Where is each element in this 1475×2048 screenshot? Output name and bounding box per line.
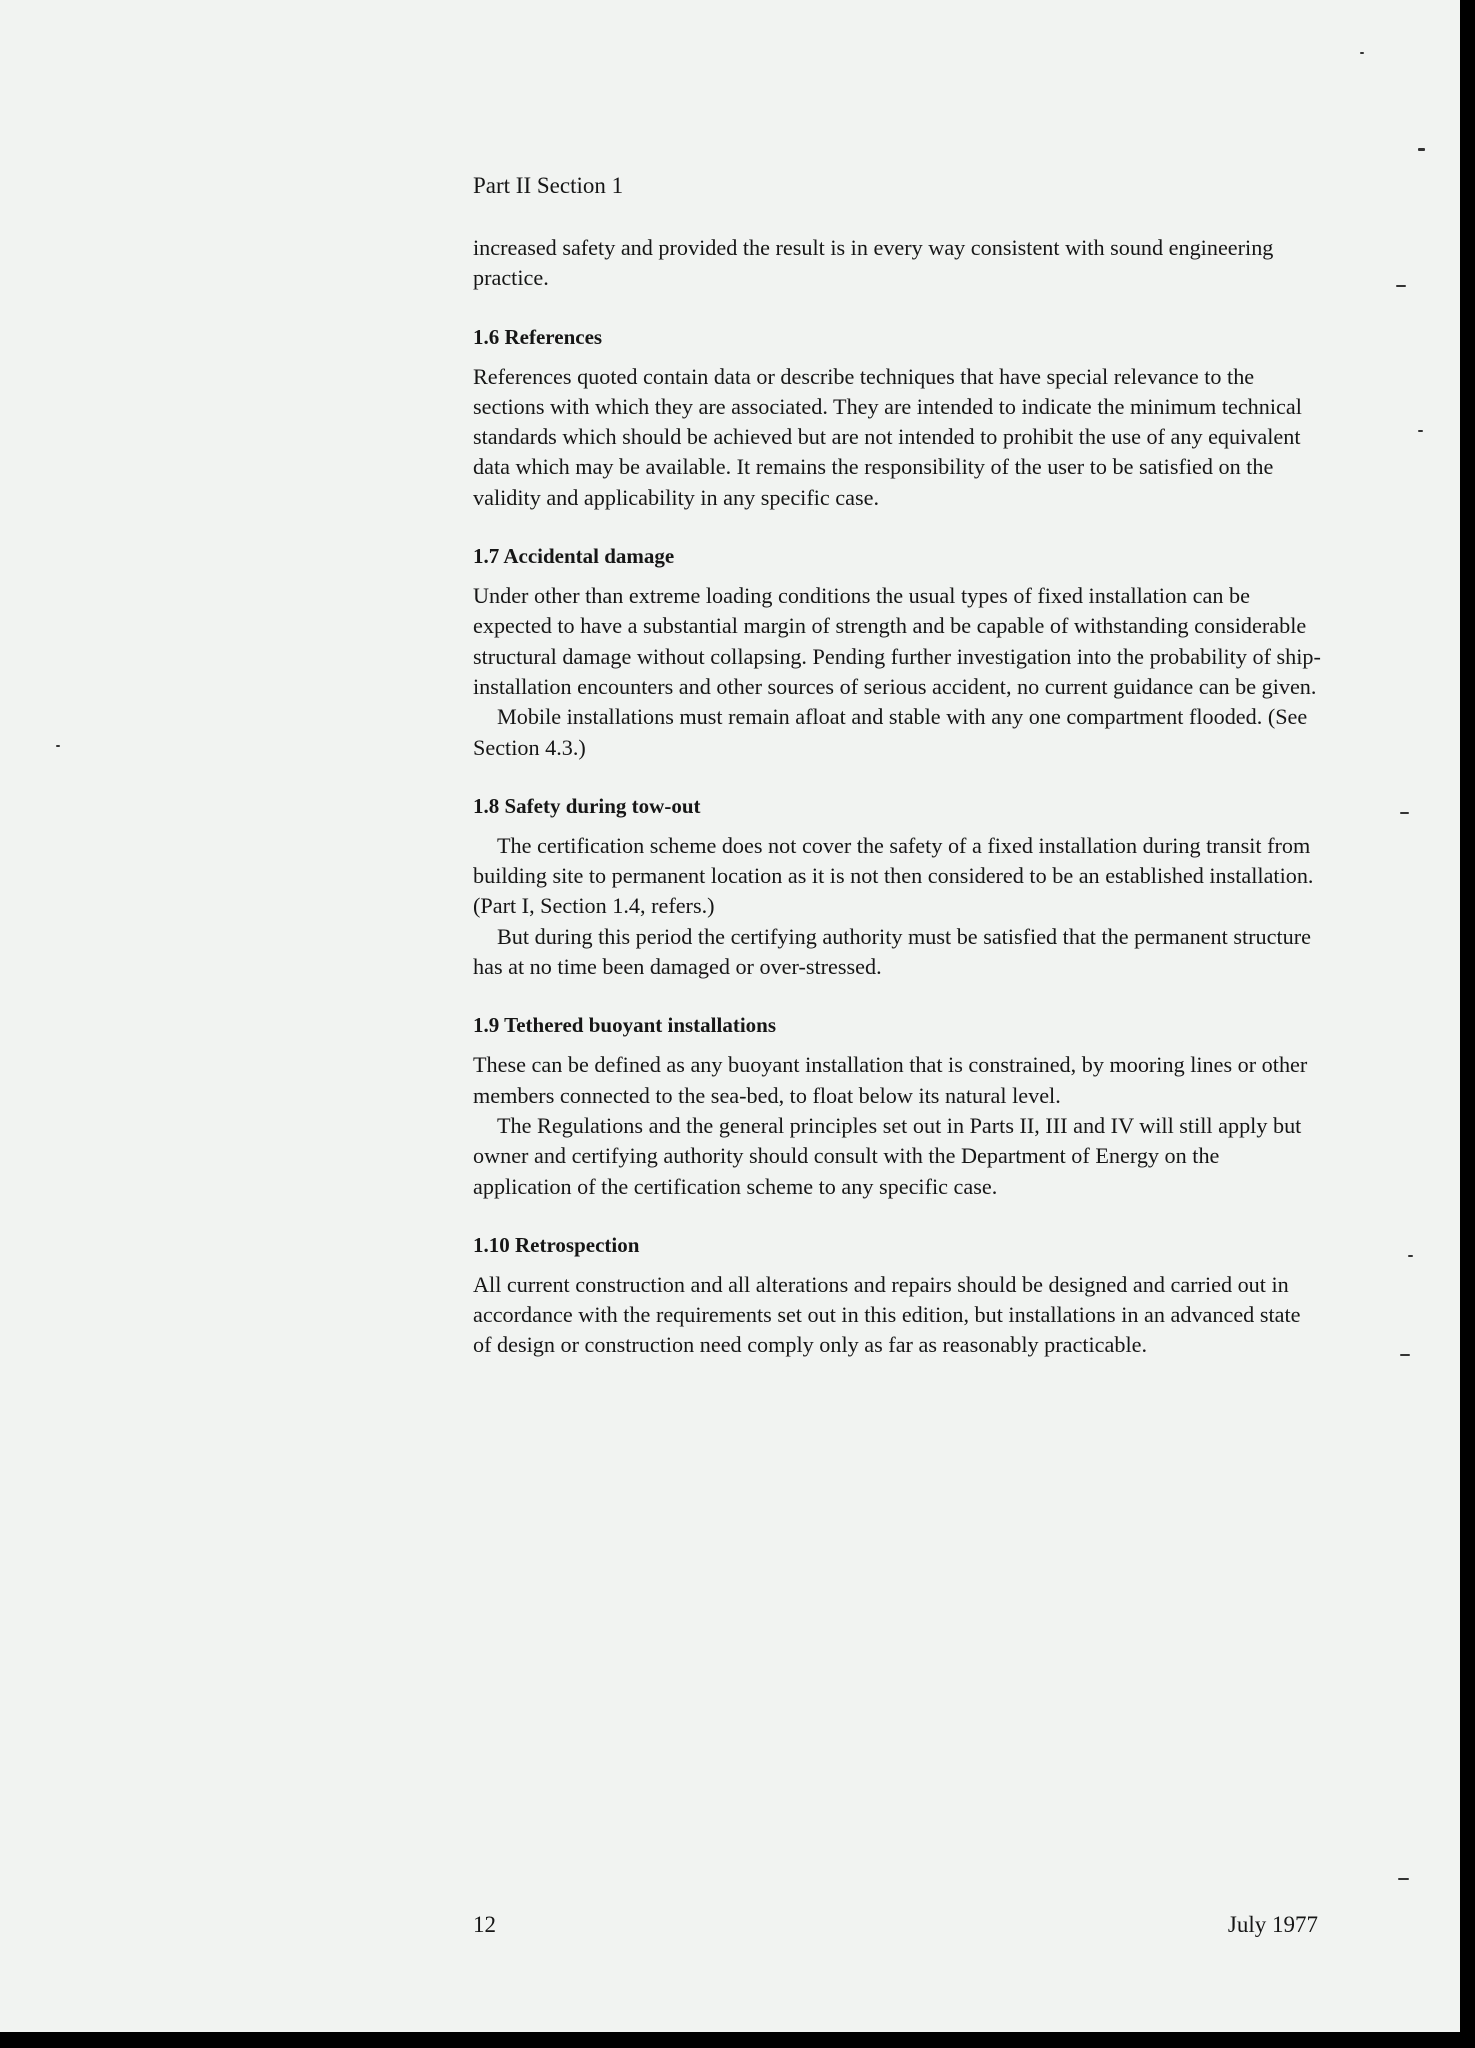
- tethered-buoyant-paragraph-1: These can be defined as any buoyant installation that is constrained, by mooring lines or other members connected to the sea-bed, to float below its natural level.: [473, 1052, 1308, 1108]
- section-heading-retrospection: 1.10 Retrospection: [473, 1232, 640, 1257]
- section-heading-accidental-damage: 1.7 Accidental damage: [473, 544, 675, 569]
- section-heading-tethered-buoyant: 1.9 Tethered buoyant installations: [473, 1013, 777, 1038]
- body-text: [473, 233, 1323, 1361]
- intro-paragraph: increased safety and provided the result is in every way consistent with sound engineering practice.: [473, 235, 1274, 291]
- scan-speck: [1400, 812, 1409, 814]
- references-paragraph: References quoted contain data or describe techniques that have special relevance to the sections with which they are associated. They are intended to indicate the minimum technical standards which should be achieved but are not intended to prohibit the use of any equivalent data which may be available. It remains the responsibility of the user to be satisfied on the validity and applicability in any specific case.: [473, 363, 1302, 510]
- scan-speck: [56, 745, 60, 747]
- tethered-buoyant-paragraph-2: The Regulations and the general principles set out in Parts II, III and IV will still apply but owner and certifying authority should consult with the Department of Energy on the application of the certification scheme to any specific case.: [473, 1112, 1302, 1199]
- retrospection-paragraph: All current construction and all alterations and repairs should be designed and carried out in accordance with the requirements set out in this edition, but installations in an advanced state of design or construction need comply only as far as reasonably practicable.: [473, 1271, 1301, 1358]
- publication-date: July 1977: [1227, 1912, 1318, 1937]
- scan-speck: [1408, 1255, 1413, 1257]
- safety-tow-out-paragraph-1: The certification scheme does not cover the safety of a fixed installation during transit from building site to permanent location as it is not then considered to be an established installation. (Part I, Section 1.4, refers.): [473, 832, 1314, 919]
- page-number: 12: [473, 1912, 496, 1937]
- running-header: Part II Section 1: [473, 173, 624, 198]
- accidental-damage-paragraph-1: Under other than extreme loading conditions the usual types of fixed installation can be expected to have a substantial margin of strength and be capable of withstanding considerable structural damage without collapsing. Pending further investigation into the probability of ship-installation encounters and other sources of serious accident, no current guidance can be given.: [473, 583, 1321, 699]
- accidental-damage-paragraph-2: Mobile installations must remain afloat and stable with any one compartment flooded. (See Section 4.3.): [473, 704, 1308, 760]
- safety-tow-out-paragraph-2: But during this period the certifying authority must be satisfied that the permanent structure has at no time been damaged or over-stressed.: [473, 923, 1311, 980]
- scan-speck: [1360, 52, 1364, 54]
- section-heading-safety-tow-out: 1.8 Safety during tow-out: [473, 793, 701, 818]
- scan-speck: [1418, 148, 1425, 151]
- scan-speck: [1400, 1354, 1410, 1356]
- scan-speck: [1418, 430, 1423, 432]
- section-heading-references: 1.6 References: [473, 324, 603, 349]
- scan-speck: [1398, 1878, 1409, 1880]
- scan-speck: [1396, 285, 1406, 287]
